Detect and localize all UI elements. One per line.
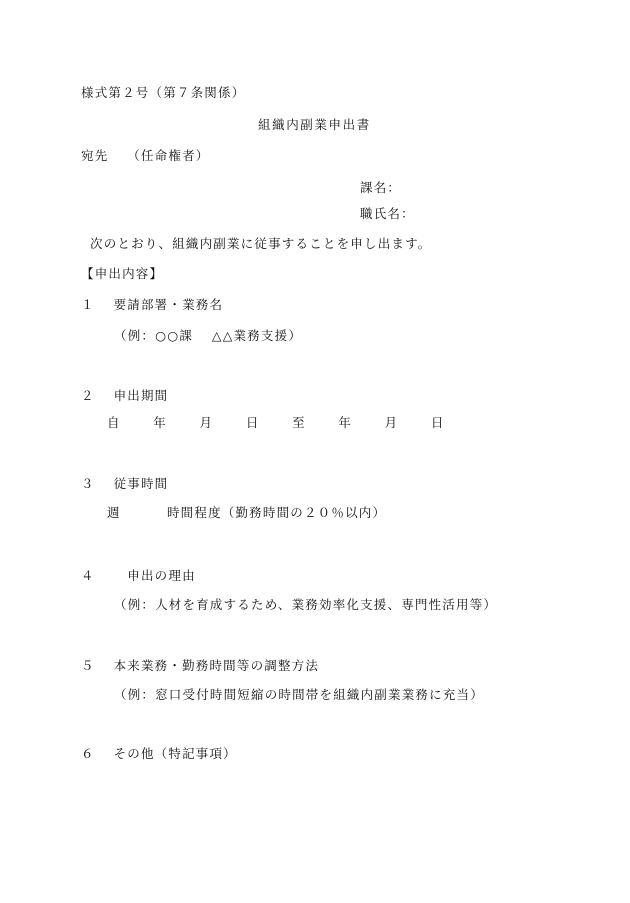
document-title: 組織内副業申出書 — [258, 117, 371, 132]
addressee: 宛先 （任命権者） — [81, 148, 210, 163]
item-4-heading: ４ 申出の理由 — [81, 568, 196, 583]
item-1-heading: １ 要請部署・業務名 — [81, 297, 224, 312]
item-3-detail: 週 時間程度（勤務時間の２０％以内） — [107, 505, 387, 520]
item-2-detail: 自 年 月 日 至 年 月 日 — [107, 415, 445, 430]
item-5-detail: （例：窓口受付時間短縮の時間帯を組織内副業業務に充当） — [114, 687, 484, 702]
item-5-heading: ５ 本来業務・勤務時間等の調整方法 — [81, 658, 320, 673]
intro-statement: 次のとおり、組織内副業に従事することを申し出ます。 — [90, 236, 432, 251]
staff-name-label: 職氏名： — [360, 206, 415, 221]
content-heading: 【申出内容】 — [81, 266, 164, 281]
section-name-label: 課名： — [360, 180, 402, 195]
item-4-detail: （例：人材を育成するため、業務効率化支援、専門性活用等） — [114, 597, 498, 612]
item-1-detail: （例：○○課 △△業務支援） — [114, 328, 303, 343]
form-number: 様式第２号（第７条関係） — [81, 85, 246, 100]
item-6-heading: ６ その他（特記事項） — [81, 746, 237, 761]
item-2-heading: ２ 申出期間 — [81, 388, 169, 403]
item-3-heading: ３ 従事時間 — [81, 476, 169, 491]
